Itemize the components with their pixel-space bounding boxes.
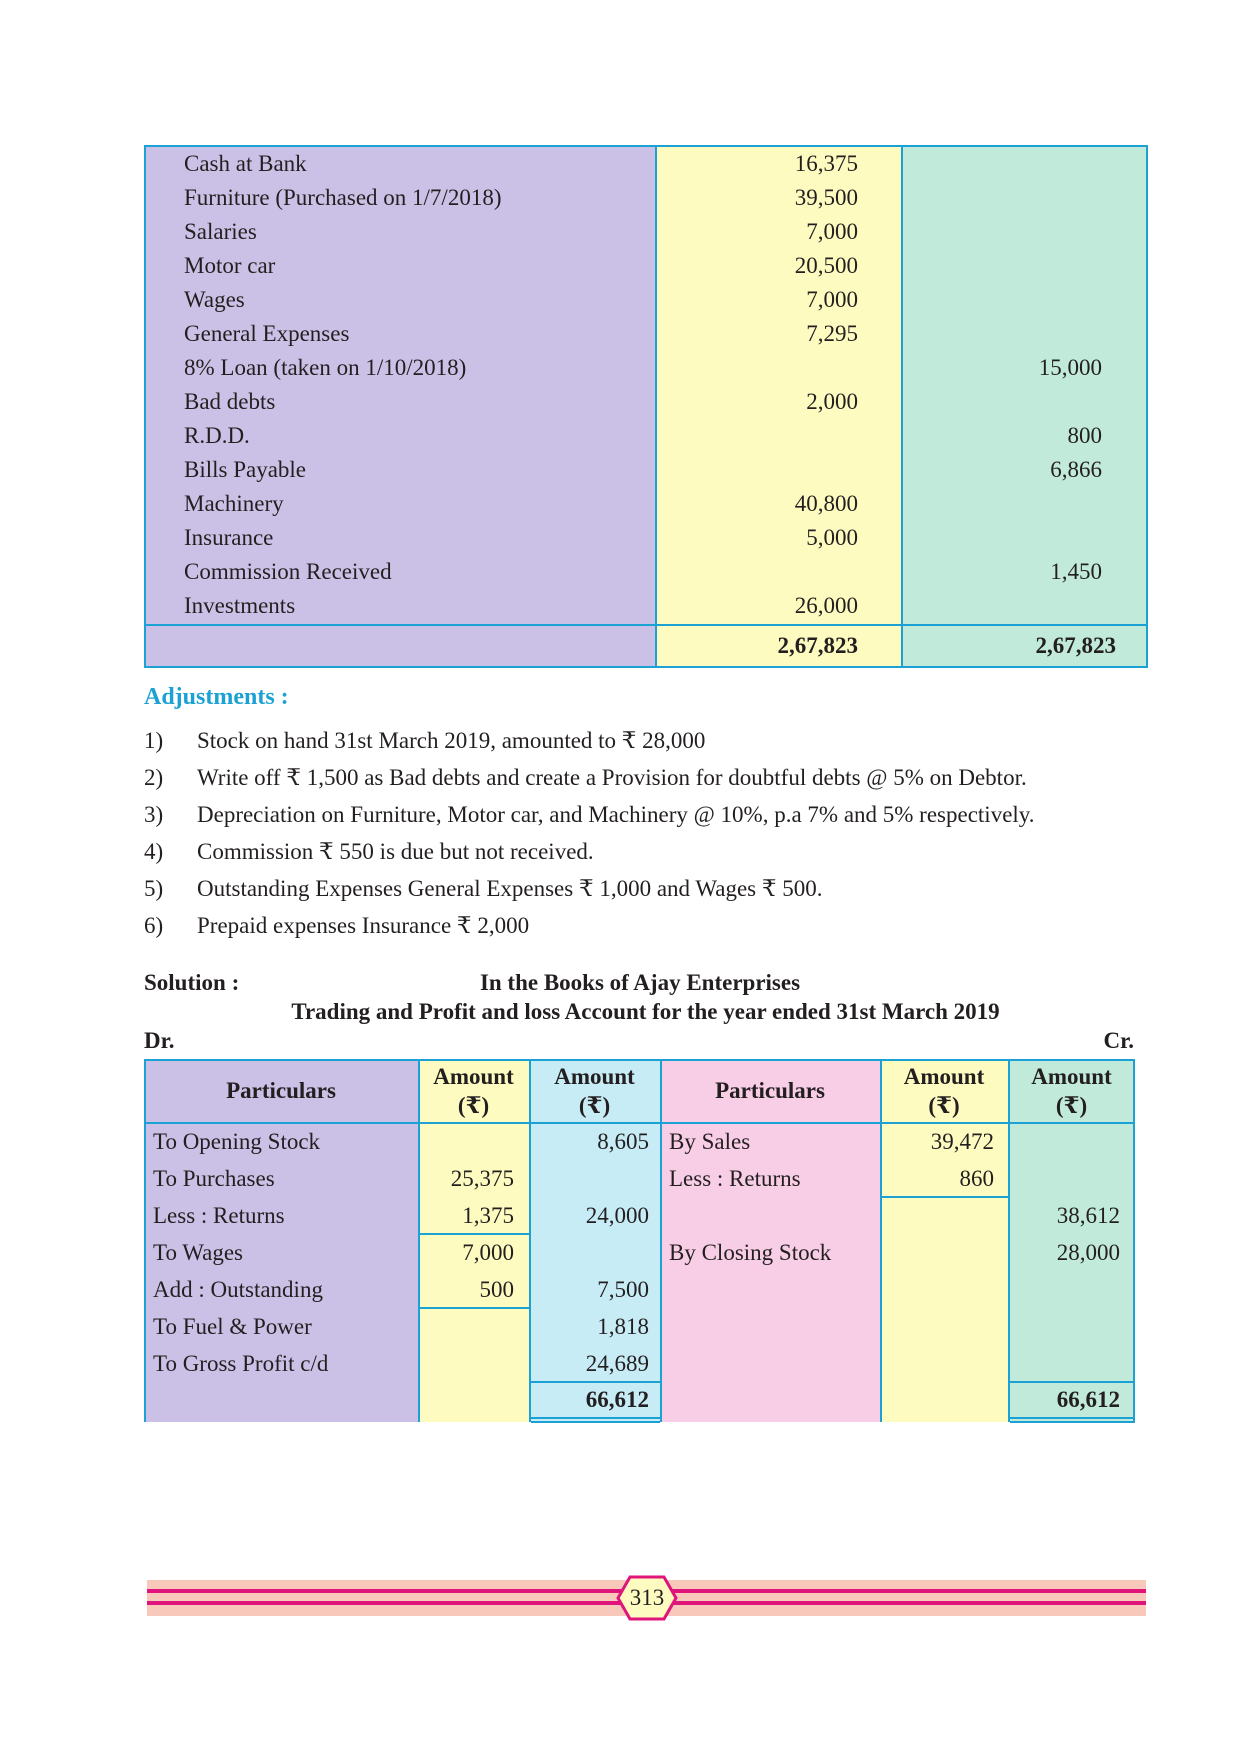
subtotal-line: [882, 1196, 1008, 1198]
cr-inner-amount: 39,472: [930, 1129, 994, 1154]
tb-debit: 7,000: [806, 287, 858, 312]
header-particulars: Particulars: [715, 1078, 825, 1103]
tb-particular: Investments: [184, 593, 296, 618]
solution-label: Solution :: [144, 970, 240, 995]
list-item: [144, 870, 1144, 907]
dr-particular: Add : Outstanding: [153, 1277, 323, 1302]
trial-balance-table: [144, 145, 1148, 668]
tb-row: [146, 385, 1146, 419]
dr-inner-amount: 25,375: [450, 1166, 514, 1191]
header-rupee: (₹): [457, 1093, 490, 1118]
adjustments-list: [144, 722, 1144, 944]
total-double-line: [531, 1421, 660, 1423]
list-item: [144, 907, 1144, 944]
dr-amount: 8,605: [597, 1129, 649, 1154]
item-text: Commission ₹ 550 is due but not received.: [197, 839, 594, 864]
header-amount-label: Amount: [433, 1064, 514, 1089]
tb-debit: 20,500: [794, 253, 858, 278]
dr-particular: To Opening Stock: [153, 1129, 321, 1154]
dr-particular: Less : Returns: [153, 1203, 285, 1228]
tb-debit: 16,375: [794, 151, 858, 176]
dr-inner-amount: 1,375: [462, 1203, 514, 1228]
item-number: 3): [144, 802, 164, 827]
cr-amount: 38,612: [1056, 1203, 1120, 1228]
dr-amount: 24,000: [585, 1203, 649, 1228]
tb-particular: Bad debts: [184, 389, 276, 414]
total-double-line: [1010, 1417, 1135, 1419]
tb-particular: Bills Payable: [184, 457, 307, 482]
trading-account-table: [144, 1059, 1135, 1422]
header-amount: [418, 1059, 529, 1122]
tb-particular: Salaries: [184, 219, 257, 244]
item-number: 2): [144, 765, 164, 790]
tb-debit: 7,000: [806, 219, 858, 244]
cr-amount: 28,000: [1056, 1240, 1120, 1265]
cr-total: 66,612: [1056, 1387, 1120, 1412]
tb-debit: 2,000: [806, 389, 858, 414]
list-item: [144, 759, 1144, 796]
item-text: Outstanding Expenses General Expenses ₹ 1,000 and Wages ₹ 500.: [197, 876, 823, 901]
tb-particular: Insurance: [184, 525, 274, 550]
tb-total-debit: 2,67,823: [777, 633, 858, 658]
tb-total-credit: 2,67,823: [1035, 633, 1116, 658]
tb-debit: 7,295: [806, 321, 858, 346]
tb-debit: 39,500: [794, 185, 858, 210]
tb-particular: Wages: [184, 287, 245, 312]
tb-row: [146, 215, 1146, 249]
list-item: [144, 722, 1144, 759]
tb-row: [146, 351, 1146, 385]
tb-credit: 800: [1067, 423, 1102, 448]
tb-particular: 8% Loan (taken on 1/10/2018): [184, 355, 467, 380]
dr-inner-amount: 500: [479, 1277, 514, 1302]
tb-row: [146, 555, 1146, 589]
page-number: 313: [629, 1585, 665, 1610]
list-item: [144, 796, 1144, 833]
header-rupee: (₹): [578, 1093, 611, 1118]
item-text: Stock on hand 31st March 2019, amounted to ₹ 28,000: [197, 728, 706, 753]
tb-row: [146, 487, 1146, 521]
total-double-line: [531, 1417, 660, 1419]
item-text: Write off ₹ 1,500 as Bad debts and create a Provision for doubtful debts @ 5% on Debtor.: [197, 765, 1027, 790]
cr-particular: By Closing Stock: [669, 1240, 832, 1265]
header-rupee: (₹): [1055, 1093, 1088, 1118]
subtotal-line: [420, 1307, 529, 1309]
books-title: In the Books of Ajay Enterprises: [479, 970, 801, 995]
tb-credit: 15,000: [1038, 355, 1102, 380]
tb-debit: 5,000: [806, 525, 858, 550]
tb-row: [146, 589, 1146, 623]
tb-row: [146, 419, 1146, 453]
tb-row: [146, 249, 1146, 283]
tb-particular: General Expenses: [184, 321, 350, 346]
item-number: 5): [144, 876, 164, 901]
tb-row: [146, 453, 1146, 487]
header-amount: [1008, 1059, 1135, 1122]
cr-inner-amount: 860: [959, 1166, 994, 1191]
tb-credit: 1,450: [1050, 559, 1102, 584]
list-item: [144, 833, 1144, 870]
header-amount: [880, 1059, 1008, 1122]
tb-total-row: [146, 626, 1146, 666]
header-amount-label: Amount: [903, 1064, 985, 1089]
dr-amount: 1,818: [597, 1314, 649, 1339]
tb-row: [146, 147, 1146, 181]
dr-particular: To Gross Profit c/d: [153, 1351, 329, 1376]
header-amount-label: Amount: [1031, 1064, 1112, 1089]
header-rupee: (₹): [928, 1093, 960, 1118]
dr-particular: To Purchases: [153, 1166, 275, 1191]
header-amount-label: Amount: [554, 1064, 635, 1089]
item-number: 1): [144, 728, 164, 753]
item-text: Prepaid expenses Insurance ₹ 2,000: [197, 913, 530, 938]
tb-debit: 40,800: [794, 491, 858, 516]
tb-particular: Commission Received: [184, 559, 392, 584]
debit-side-label: Dr.: [144, 1028, 175, 1053]
item-number: 4): [144, 839, 164, 864]
tb-particular: Cash at Bank: [184, 151, 307, 176]
dr-amount: 24,689: [585, 1351, 649, 1376]
header-amount: [529, 1059, 660, 1122]
tb-particular: Furniture (Purchased on 1/7/2018): [184, 185, 502, 210]
dr-particular: To Wages: [153, 1240, 244, 1265]
credit-side-label: Cr.: [1103, 1028, 1134, 1053]
dr-total: 66,612: [585, 1387, 649, 1412]
tb-particular: R.D.D.: [184, 423, 250, 448]
tb-row: [146, 181, 1146, 215]
item-number: 6): [144, 913, 164, 938]
total-double-line: [1010, 1421, 1135, 1423]
account-title: Trading and Profit and loss Account for the year ended 31st March 2019: [291, 999, 1000, 1024]
tb-row: [146, 521, 1146, 555]
dr-inner-amount: 7,000: [462, 1240, 514, 1265]
dr-particular: To Fuel & Power: [153, 1314, 312, 1339]
dr-amount: 7,500: [597, 1277, 649, 1302]
cr-particular: Less : Returns: [669, 1166, 801, 1191]
tb-particular: Motor car: [184, 253, 276, 278]
cr-particular: By Sales: [669, 1129, 751, 1154]
adjustments-heading: Adjustments :: [144, 684, 289, 710]
header-particulars: Particulars: [226, 1078, 336, 1103]
tb-debit: 26,000: [794, 593, 858, 618]
tb-credit: 6,866: [1050, 457, 1102, 482]
tb-row: [146, 283, 1146, 317]
item-text: Depreciation on Furniture, Motor car, and Machinery @ 10%, p.a 7% and 5% respectively.: [197, 802, 1035, 827]
tb-row: [146, 317, 1146, 351]
tb-particular: Machinery: [184, 491, 284, 516]
